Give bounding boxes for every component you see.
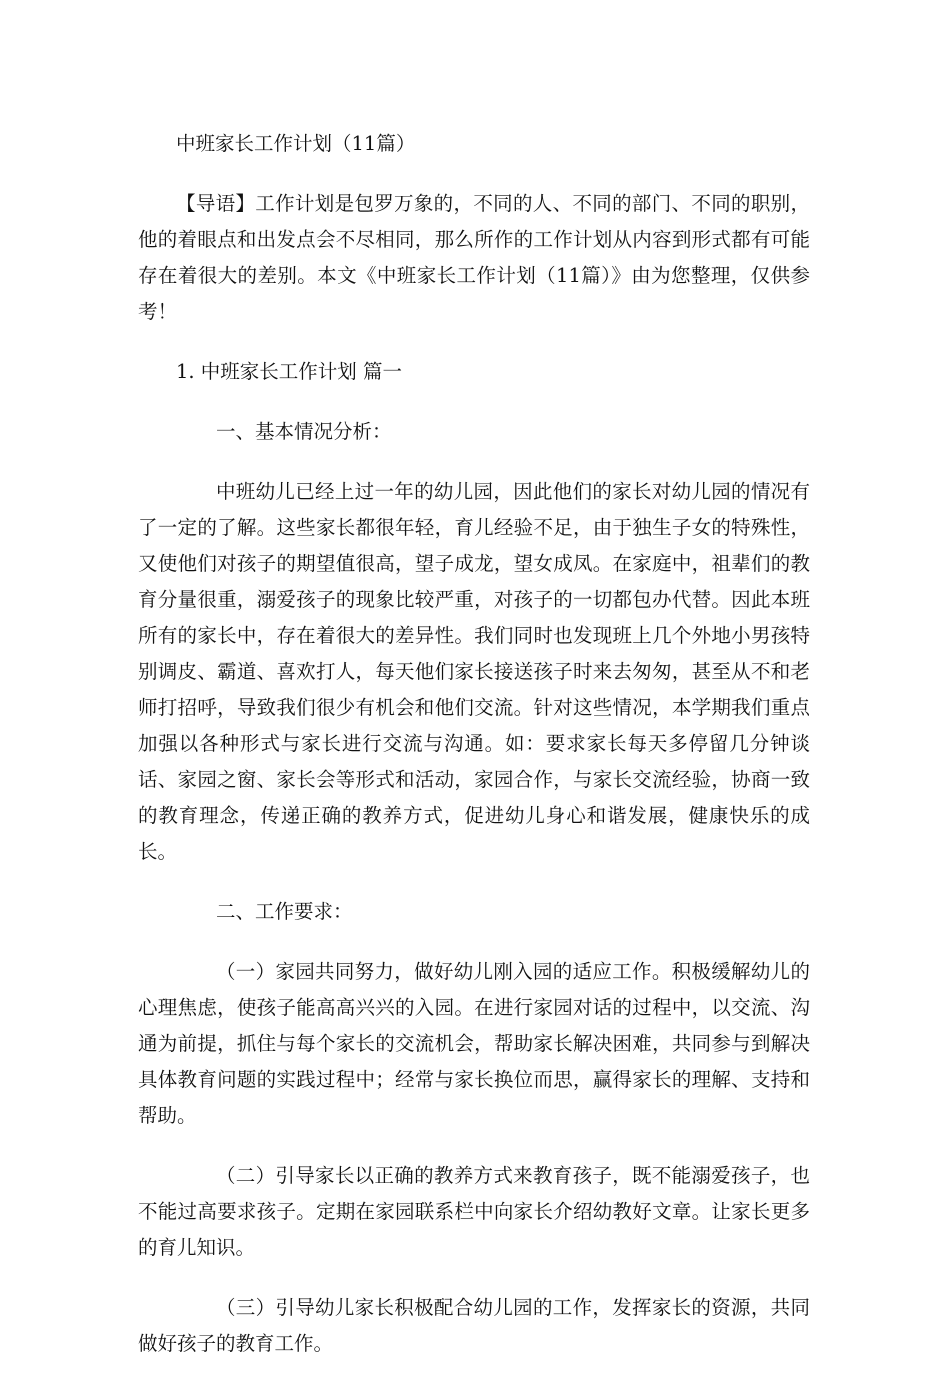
requirement-paragraph-1: （一）家园共同努力，做好幼儿刚入园的适应工作。积极缓解幼儿的心理焦虑，使孩子能高高兴兴的入园。在进行家园对话的过程中，以交流、沟通为前提，抓住与每个家长的交流机会，帮助家长解决困难，共同参与到解决具体教育问题的实践过程中；经常与家长换位而思，赢得家长的理解、支持和帮助。 (138, 960, 810, 1127)
intro-paragraph: 【导语】工作计划是包罗万象的，不同的人、不同的部门、不同的职别，他的着眼点和出发点会不尽相同，那么所作的工作计划从内容到形式都有可能存在着很大的差别。本文《中班家长工作计划（11篇）》由为您整理，仅供参考！ (138, 192, 810, 323)
requirement-paragraph-3: （三）引导幼儿家长积极配合幼儿园的工作，发挥家长的资源，共同做好孩子的教育工作。 (138, 1296, 810, 1355)
situation-paragraph: 中班幼儿已经上过一年的幼儿园，因此他们的家长对幼儿园的情况有了一定的了解。这些家长都很年轻，育儿经验不足，由于独生子女的特殊性，又使他们对孩子的期望值很高，望子成龙，望女成凤。在家庭中，祖辈们的教育分量很重，溺爱孩子的现象比较严重，对孩子的一切都包办代替。因此本班所有的家长中，存在着很大的差异性。我们同时也发现班上几个外地小男孩特别调皮、霸道、喜欢打人，每天他们家长接送孩子时来去匆匆，甚至从不和老师打招呼，导致我们很少有机会和他们交流。针对这些情况，本学期我们重点加强以各种形式与家长进行交流与沟通。如：要求家长每天多停留几分钟谈话、家园之窗、家长会等形式和活动，家园合作，与家长交流经验，协商一致的教育理念，传递正确的教养方式，促进幼儿身心和谐发展，健康快乐的成长。 (138, 480, 810, 863)
subsection-heading-1: 一、基本情况分析： (216, 420, 392, 443)
requirement-paragraph-2: （二）引导家长以正确的教养方式来教育孩子，既不能溺爱孩子，也不能过高要求孩子。定期在家园联系栏中向家长介绍幼教好文章。让家长更多的育儿知识。 (138, 1164, 810, 1259)
subsection-heading-2: 二、工作要求： (216, 900, 353, 923)
section-heading: 1. 中班家长工作计划 篇一 (176, 360, 403, 383)
document-page (138, 126, 810, 1386)
document-title: 中班家长工作计划（11篇） (176, 132, 416, 155)
